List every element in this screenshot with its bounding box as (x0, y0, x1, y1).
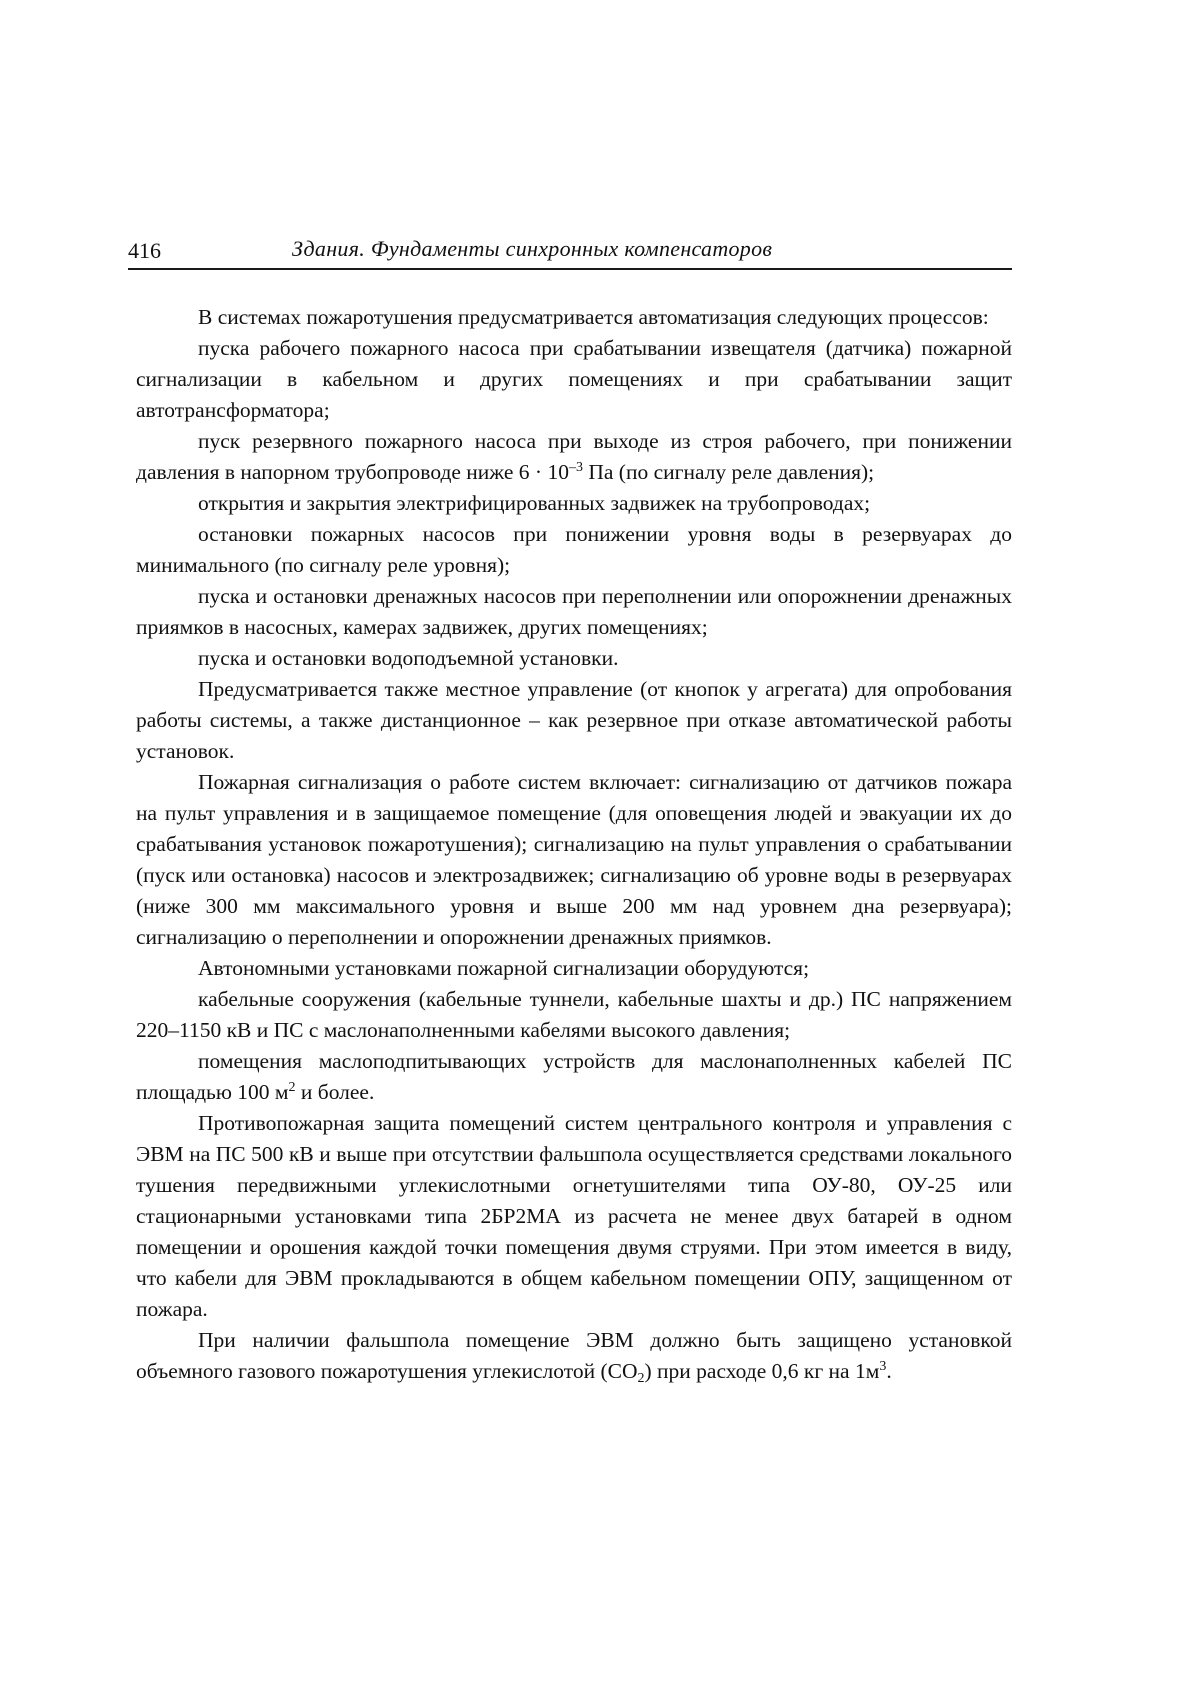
paragraph: пуска рабочего пожарного насоса при срабатывании извещателя (датчика) пожарной сигнализации в кабельном и других помещениях и при срабатывании защит автотрансформатора; (136, 336, 1012, 422)
text-run: Па (по сигналу реле давления); (582, 460, 875, 484)
subscript: 2 (637, 1371, 645, 1386)
text-run: . (886, 1359, 892, 1383)
page-number: 416 (128, 238, 161, 263)
text-run: ) при расходе 0,6 кг на 1м (644, 1359, 880, 1383)
paragraph: В системах пожаротушения предусматривается автоматизация следующих процессов: (198, 305, 989, 329)
text-run: При наличии фальшпола помещение ЭВМ должно быть защищено установкой объемного газового пожаротушения углекислотой (CO (136, 1328, 1012, 1383)
paragraph: Автономными установками пожарной сигнализации оборудуются; (198, 956, 810, 980)
paragraph: пуска и остановки водоподъемной установки. (198, 646, 619, 670)
paragraph: пуска и остановки дренажных насосов при переполнении или опорожнении дренажных приямков в насосных, камерах задвижек, других помещениях; (136, 584, 1012, 639)
paragraph: Предусматривается также местное управление (от кнопок у агрегата) для опробования работы системы, а также дистанционное – как резервное при отказе автоматической работы установок. (136, 677, 1012, 763)
page-header (128, 232, 1012, 270)
text-run: пуск резервного пожарного насоса при выходе из строя рабочего, при понижении давления в напорном трубопроводе ниже 6 · 10 (136, 429, 1012, 484)
superscript: –3 (568, 460, 583, 475)
text-run: помещения маслоподпитывающих устройств для маслонаполненных кабелей ПС площадью 100 м (136, 1049, 1012, 1104)
paragraph: кабельные сооружения (кабельные туннели, кабельные шахты и др.) ПС напряжением 220–1150 кВ и ПС с маслонаполненными кабелями высокого давления; (136, 987, 1012, 1042)
text-run: и более. (295, 1080, 375, 1104)
superscript: 3 (879, 1359, 887, 1374)
paragraph-reserve-pump (136, 426, 1012, 488)
paragraph: остановки пожарных насосов при понижении уровня воды в резервуарах до минимального (по сигналу реле уровня); (136, 522, 1012, 577)
paragraph: открытия и закрытия электрифицированных задвижек на трубопроводах; (198, 491, 871, 515)
paragraph: Пожарная сигнализация о работе систем включает: сигнализацию от датчиков пожара на пульт управления и в защищаемое помещение (для оповещения людей и эвакуации их до срабатывания установок пожаротушения); сигнализацию на пульт управления о срабатывании (пуск или остановка) насосов и электрозадвижек; сигнализацию об уровне воды в резервуарах (ниже 300 мм максимального уровня и выше 200 мм над уровнем дна резервуара); сигнализацию о переполнении и опорожнении дренажных приямков. (136, 770, 1012, 949)
paragraph-false-floor (136, 1325, 1012, 1387)
body-text (136, 302, 1012, 1387)
superscript: 2 (288, 1080, 296, 1095)
paragraph: Противопожарная защита помещений систем центрального контроля и управления с ЭВМ на ПС 500 кВ и выше при отсутствии фальшпола осуществляется средствами локального тушения передвижными углекислотными огнетушителями типа ОУ-80, ОУ-25 или стационарными установками типа 2БР2МА из расчета не менее двух батарей в одном помещении и орошения каждой точки помещения двумя струями. При этом имеется в виду, что кабели для ЭВМ прокладываются в общем кабельном помещении ОПУ, защищенном от пожара. (136, 1111, 1012, 1321)
paragraph-oil-rooms (136, 1046, 1012, 1108)
running-title: Здания. Фундаменты синхронных компенсаторов (292, 236, 773, 261)
